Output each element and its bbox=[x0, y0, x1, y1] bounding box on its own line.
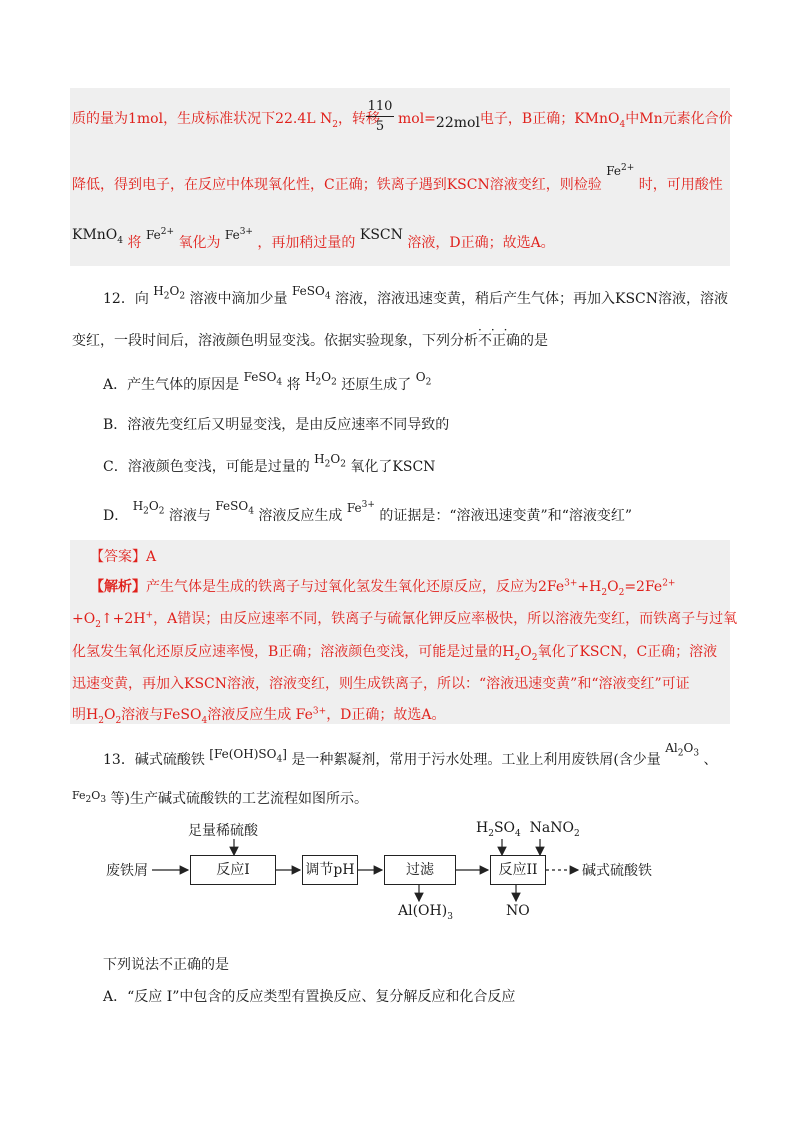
q12-option-a: A．产生气体的原因是 FeSO$_4$ 将 $H_2O_2$ 还原生成了 $O_2$ bbox=[103, 370, 432, 393]
q12-option-b: B．溶液先变红后又明显变浅，是由反应速率不同导致的 bbox=[103, 417, 450, 433]
flow-output-aloh3: $Al(OH)_3$ bbox=[398, 903, 453, 922]
flow-box-reaction-2: 反应II bbox=[490, 855, 546, 885]
explanation-12-line1: 【解析】产生气体是生成的铁离子与过氧化氢发生氧化还原反应，反应为$2Fe^{3+}+H_2O_2=2Fe^{2+}$ bbox=[90, 578, 676, 598]
explanation-12-line4: 迅速变黄，再加入KSCN溶液，溶液变红，则生成铁离子，所以：“溶液迅速变黄”和“溶液变红”可证 bbox=[72, 676, 690, 692]
sol11-line2: 降低，得到电子，在反应中体现氧化性，C正确；铁离子遇到KSCN溶液变红，则检验 $Fe^{2+}$ 时，可用酸性 bbox=[72, 163, 723, 193]
flow-output-no: NO bbox=[506, 903, 530, 919]
sol11-line3: KMnO$_4$ 将 $Fe^{2+}$ 氧化为 $Fe^{3+}$ ，再加稍过量的 KSCN 溶液，D正确；故选A。 bbox=[72, 227, 555, 251]
q13-question-stem: 下列说法不正确的是 bbox=[103, 957, 229, 973]
explanation-12-line3: 化氢发生氧化还原反应速率慢，B正确；溶液颜色变浅，可能是过量的$H_2O_2$氧化了KSCN，C正确；溶液 bbox=[72, 644, 718, 663]
flow-box-adjust-ph: 调节pH bbox=[302, 855, 358, 885]
flow-input: 废铁屑 bbox=[106, 863, 148, 879]
explanation-12-line2: $+O_2↑+2H^+$，A错误；由反应速率不同，铁离子与硫氰化钾反应率极快，所以溶液先变红，而铁离子与过氧 bbox=[72, 610, 738, 630]
q12-option-c: C．溶液颜色变浅，可能是过量的 $H_2O_2$ 氧化了KSCN bbox=[103, 452, 436, 475]
flow-reagent-4: $H_2SO_4$ NaNO$_2$ bbox=[476, 820, 580, 839]
flow-reagent-1: 足量稀硫酸 bbox=[188, 823, 258, 839]
q12-stem-line1: 12．向 $H_2O_2$ 溶液中滴加少量 FeSO$_4$ 溶液，溶液迅速变黄，稍后产生气体；再加入KSCN溶液，溶液 bbox=[103, 284, 729, 307]
sol11-line1-b: mol=22mol电子，B正确；KMnO$_4$中Mn元素化合价 bbox=[398, 111, 733, 131]
flow-box-filter: 过滤 bbox=[384, 855, 456, 885]
process-flow-diagram bbox=[100, 815, 700, 925]
q13-stem-line1: 13．碱式硫酸铁 $[Fe(OH)SO_4]$ 是一种絮凝剂，常用于污水处理。工业上利用废铁屑(含少量 $Al_2O_3$ 、 bbox=[103, 741, 718, 768]
flow-box-reaction-1: 反应I bbox=[190, 855, 276, 885]
answer-12: 【答案】A bbox=[90, 549, 157, 565]
answer-12-block bbox=[70, 540, 730, 724]
q12-stem-line2: 变红，一段时间后，溶液颜色明显变浅。依据实验现象，下列分析不正确 ··· 的是 bbox=[72, 323, 548, 349]
q13-option-a: A．“反应 I”中包含的反应类型有置换反应、复分解反应和化合反应 bbox=[103, 989, 516, 1005]
emphasis-not-correct: 不正确 ··· bbox=[478, 323, 520, 349]
flow-product: 碱式硫酸铁 bbox=[582, 863, 652, 879]
explanation-12-line5: 明$H_2O_2$溶液与FeSO$_4$溶液反应生成 $Fe^{3+}$，D正确；故选A。 bbox=[72, 706, 446, 726]
sol11-fraction: 110 5 bbox=[367, 99, 393, 134]
sol11-line1: 质的量为1mol，生成标准状况下22.4L $N_2$，转移 bbox=[72, 111, 380, 130]
q12-option-d: D． $H_2O_2$ 溶液与 FeSO$_4$ 溶液反应生成 $Fe^{3+}$ 的证据是：“溶液迅速变黄”和“溶液变红” bbox=[103, 499, 633, 524]
q13-stem-line2: $^{Fe_2O_3}$ 等)生产碱式硫酸铁的工艺流程如图所示。 bbox=[72, 789, 368, 807]
